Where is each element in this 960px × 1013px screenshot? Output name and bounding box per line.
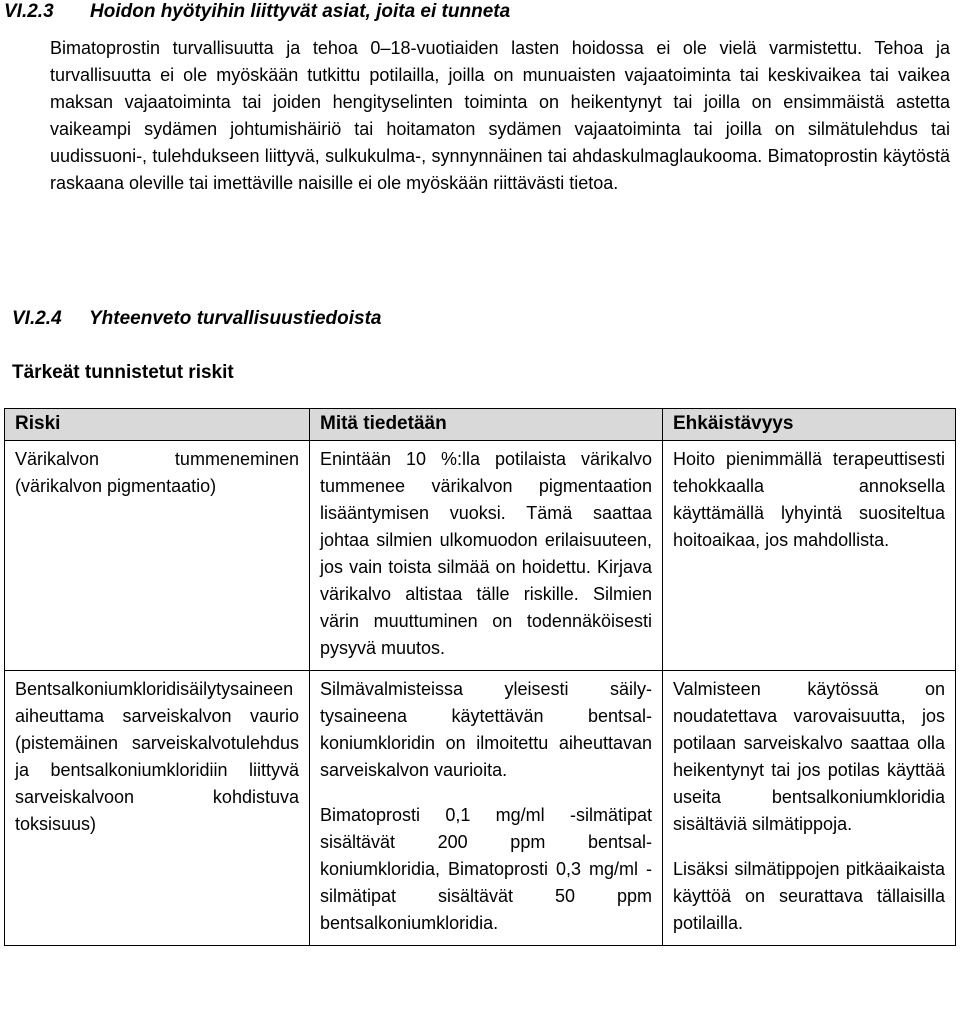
risk-cell [5,441,310,671]
table-row [5,441,956,671]
section-title: Yhteenveto turvallisuustiedoista [89,308,382,329]
header-prevention: Ehkäistävyys [663,409,956,441]
section-number: VI.2.3 [4,1,54,22]
risk-table [4,408,956,946]
cell-text: Valmisteen käytössä on noudatettava varovaisuutta, jos potilaan sarveiskalvo saattaa olla heikentynyt tai jos potilas käyttää useita bentsalkoniumkloridia sisältäviä silmätippoja. [673,679,945,834]
known-cell [310,671,663,946]
table-header-row [5,409,956,441]
section-title: Hoidon hyötyihin liittyvät asiat, joita ei tunneta [90,1,511,22]
identified-risks-heading: Tärkeät tunnistetut riskit [12,362,234,383]
header-risk: Riski [5,409,310,441]
cell-text: Hoito pienimmällä terapeuttisesti tehokkaalla annoksella käyttämällä lyhyintä suositeltua hoitoaikaa, jos mahdollista. [673,449,945,550]
paragraph-text: Bimatoprostin turvallisuutta ja tehoa 0–18-vuotiaiden lasten hoidossa ei ole vielä varmistettu. Tehoa ja turvallisuutta ei ole myöskään tutkittu potilailla, joilla on munuaisten vajaatoiminta tai keskivaikea tai vaikea maksan vajaatoiminta tai joiden hengityselinten toiminta on heikentynyt tai joilla on ensimmäistä astetta vaikeampi sydämen johtumishäiriö tai hoitamaton sydämen vajaatoiminta tai joilla on silmätulehdus tai uudissuoni-, tulehdukseen liittyvä, sulkukulma-, synnynnäinen tai ahdaskulmaglaukooma. Bimatoprostin käytöstä raskaana oleville tai imettäville naisille ei ole myöskään riittävästi tietoa. [50,38,950,193]
cell-text: Silmävalmisteissa yleisesti säilytysaineena käytettävän bentsalkoniumkloridin on ilmoitettu aiheuttavan sarveiskalvon vaurioita. [320,679,652,780]
section-heading-vi-2-4 [12,306,381,332]
section-number: VI.2.4 [12,308,62,329]
known-cell [310,441,663,671]
cell-text: Enintään 10 %:lla potilaista värikalvo tummenee värikalvon pigmentaation lisääntymisen vuoksi. Tämä saattaa johtaa silmien ulkomuodon erilaisuuteen, jos vain toista silmää on hoidettu. Kirjava värikalvo altistaa tälle riskille. Silmien värin muuttuminen on todennäköisesti pysyvä muutos. [320,449,652,658]
prevention-cell [663,441,956,671]
header-known: Mitä tiedetään [310,409,663,441]
prevention-cell [663,671,956,946]
section-heading-vi-2-3 [4,0,510,24]
cell-text: Bentsalkoniumkloridisäilytysaineen aiheuttama sarveiskalvon vaurio (pistemäinen sarveiskalvotulehdus ja bentsalkoniumkloridiin liittyvä sarveiskalvoon kohdistuva toksisuus) [15,679,299,834]
cell-text: Värikalvon tummeneminen (värikalvon pigmentaatio) [15,449,299,496]
risk-cell [5,671,310,946]
unknown-benefits-paragraph [50,35,950,197]
cell-text: Lisäksi silmätippojen pitkäaikaista käyttöä on seurattava tällaisilla potilailla. [673,859,945,933]
cell-text: Bimatoprosti 0,1 mg/ml -silmätipat sisältävät 200 ppm bentsalkoniumkloridia, Bimatoprosti 0,3 mg/ml -silmätipat sisältävät 50 ppm bentsalkoniumkloridia. [320,805,652,933]
table-row [5,671,956,946]
